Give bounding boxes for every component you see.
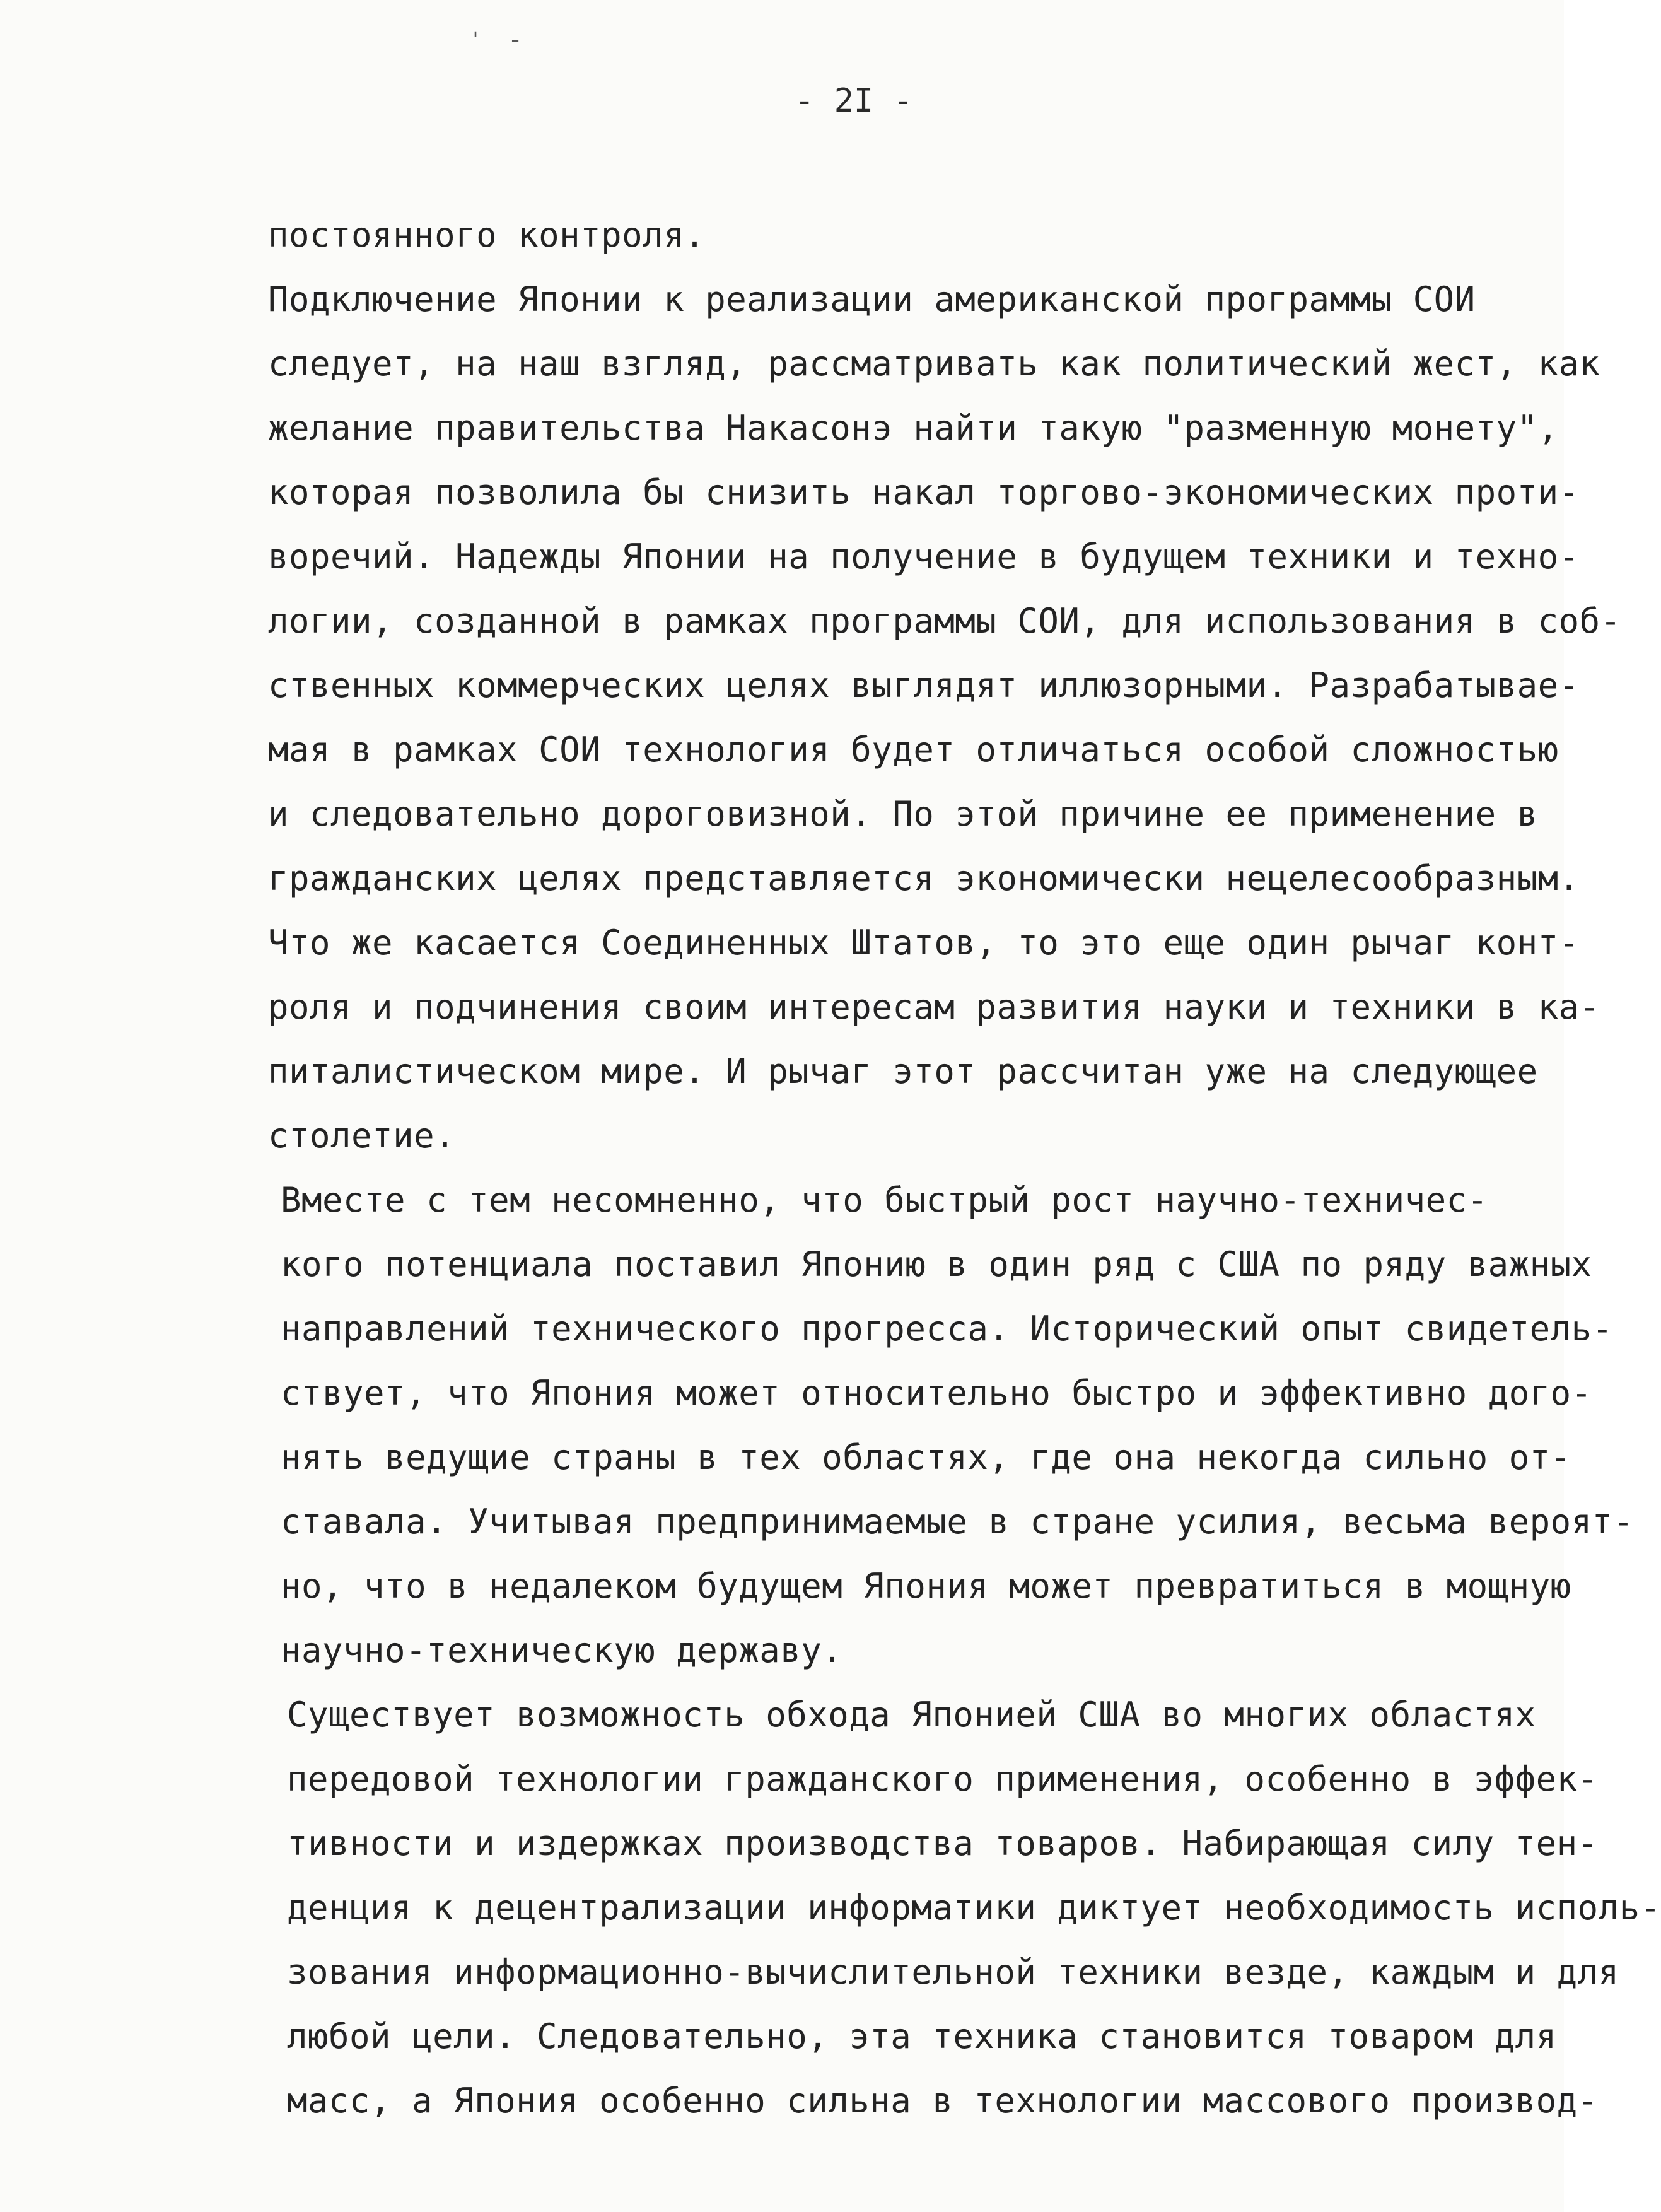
text-line: любой цели. Следовательно, эта техника становится товаром для xyxy=(287,2016,1557,2056)
text-line: направлений технического прогресса. Исторический опыт свидетель- xyxy=(281,1309,1613,1349)
text-line: мая в рамках СОИ технология будет отличаться особой сложностью xyxy=(268,730,1559,770)
text-line: ственных коммерческих целях выглядят иллюзорными. Разрабатывае- xyxy=(268,665,1580,705)
text-line: столетие. xyxy=(268,1116,456,1156)
text-line: научно-техническую державу. xyxy=(281,1630,843,1670)
text-line: желание правительства Накасонэ найти такую "разменную монету", xyxy=(268,408,1559,448)
stray-mark-tick: ' xyxy=(470,28,482,50)
text-line: зования информационно-вычислительной техники везде, каждым и для xyxy=(287,1952,1619,1992)
text-line: тивности и издержках производства товаров. Набирающая силу тен- xyxy=(287,1823,1599,1863)
text-line: Подключение Японии к реализации американской программы СОИ xyxy=(268,279,1476,319)
text-line: ствует, что Япония может относительно быстро и эффективно дого- xyxy=(281,1373,1592,1413)
text-line: масс, а Япония особенно сильна в технологии массового производ- xyxy=(287,2081,1599,2121)
text-body xyxy=(268,203,1661,2133)
text-line: постоянного контроля. xyxy=(268,215,706,255)
text-line: Что же касается Соединенных Штатов, то это еще один рычаг конт- xyxy=(268,923,1580,963)
text-line: воречий. Надежды Японии на получение в будущем техники и техно- xyxy=(268,537,1580,576)
page-number: - 2I - xyxy=(795,82,913,120)
text-line: передовой технологии гражданского применения, особенно в эффек- xyxy=(287,1759,1599,1799)
text-line: Вместе с тем несомненно, что быстрый рост научно-техничес- xyxy=(281,1180,1488,1220)
text-line: логии, созданной в рамках программы СОИ, для использования в соб- xyxy=(268,601,1621,641)
stray-mark-dash: - xyxy=(508,25,523,54)
text-line: кого потенциала поставил Японию в один ряд с США по ряду важных xyxy=(281,1244,1592,1284)
text-line: но, что в недалеком будущем Япония может превратиться в мощную xyxy=(281,1566,1571,1606)
text-line: роля и подчинения своим интересам развития науки и техники в ка- xyxy=(268,987,1600,1027)
text-line: нять ведущие страны в тех областях, где она некогда сильно от- xyxy=(281,1437,1571,1477)
text-line: питалистическом мире. И рычаг этот рассчитан уже на следующее xyxy=(268,1051,1538,1091)
text-line: гражданских целях представляется экономически нецелесообразным. xyxy=(268,858,1580,898)
text-line: ставала. Учитывая предпринимаемые в стране усилия, весьма вероят- xyxy=(281,1502,1634,1542)
text-line: которая позволила бы снизить накал торгово-экономических проти- xyxy=(268,472,1580,512)
text-line: денция к децентрализации информатики диктует необходимость исполь- xyxy=(287,1888,1661,1928)
text-line: Существует возможность обхода Японией США во многих областях xyxy=(287,1695,1536,1735)
text-line: и следовательно дороговизной. По этой причине ее применение в xyxy=(268,794,1538,834)
text-line: следует, на наш взгляд, рассматривать как политический жест, как xyxy=(268,344,1600,383)
